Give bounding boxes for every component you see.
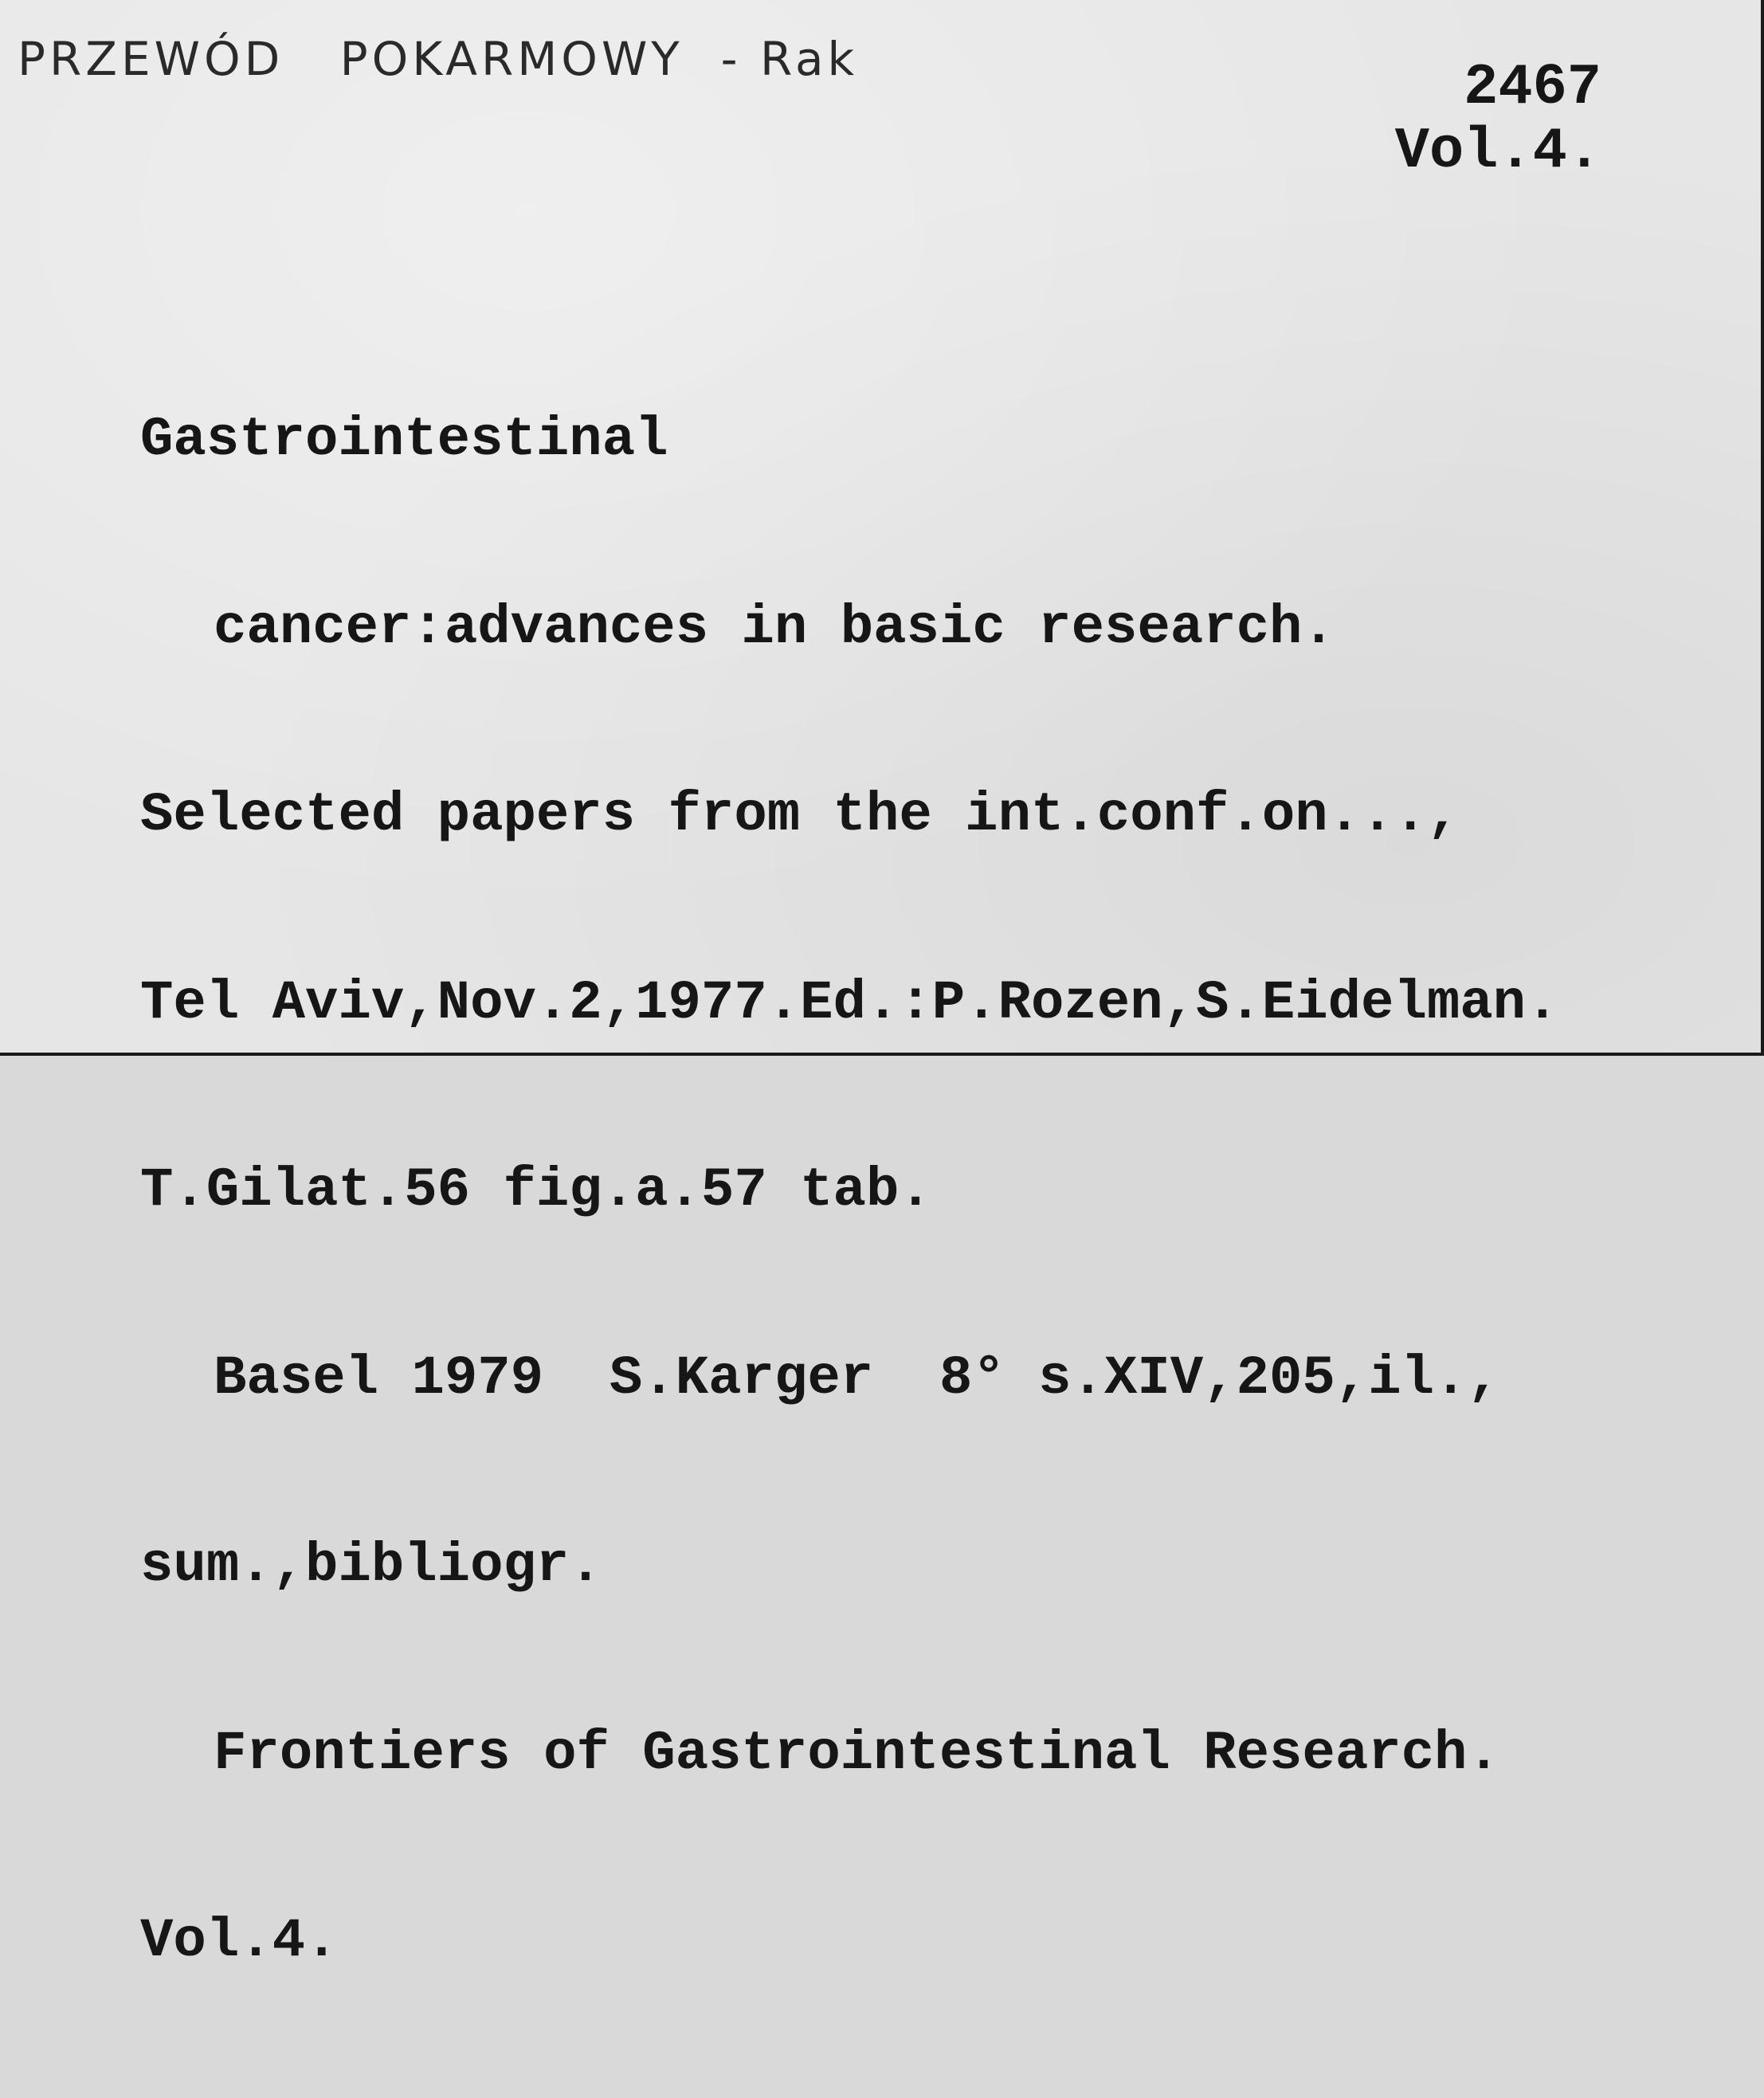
entry-line: Frontiers of Gastrointestinal Research. [214, 1722, 1500, 1785]
bibliographic-entry [140, 284, 1758, 2098]
call-number-block [1395, 56, 1601, 183]
entry-line: Basel 1979 S.Karger 8° s.XIV,205,il., [214, 1347, 1500, 1410]
entry-line: Selected papers from the int.conf.on..., [140, 784, 1460, 846]
entry-line: Gastrointestinal [140, 409, 668, 471]
call-number: 2467 [1464, 55, 1601, 120]
entry-line: cancer:advances in basic research. [214, 596, 1335, 659]
entry-line: Tel Aviv,Nov.2,1977.Ed.:P.Rozen,S.Eidelman. [140, 971, 1559, 1034]
entry-line: sum.,bibliogr. [140, 1535, 602, 1597]
entry-line: Vol.4. [140, 1910, 339, 1972]
volume-label: Vol.4. [1394, 119, 1601, 184]
subject-heading: PRZEWÓD POKARMOWY - Rak [18, 32, 859, 86]
entry-line: T.Gilat.56 fig.a.57 tab. [140, 1159, 932, 1222]
